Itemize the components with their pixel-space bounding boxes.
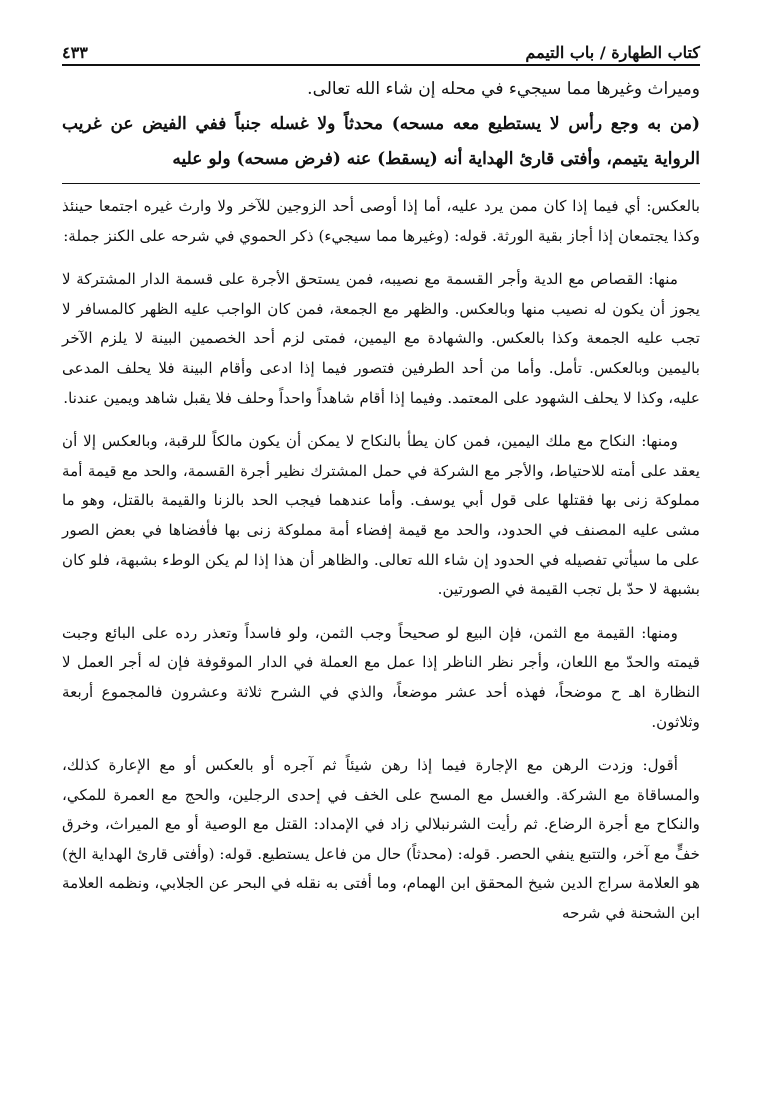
page bbox=[62, 34, 700, 1074]
commentary-paragraph: ومنها: القيمة مع الثمن، فإن البيع لو صحيحاً وجب الثمن، ولو فاسداً وتعذر رده على البائع وجبت قيمته والحدّ مع اللعان، وأجر نظر الناظر إذا عمل مع العملة في الدار الموقوفة فإن له أجر العمل لا النظارة اهـ ح موضحاً، فهذه أحد عشر موضعاً، والذي في الشرح ثلاثة وعشرون فالمجموع أربعة وثلاثون. bbox=[62, 623, 700, 731]
commentary bbox=[62, 192, 700, 929]
commentary-paragraph: أقول: وزدت الرهن مع الإجارة فيما إذا رهن شيئاً ثم آجره أو بالعكس أو مع الإعارة كذلك، والمساقاة مع الشركة. والغسل مع المسح على الخف في إحدى الرجلين، والحج مع العمرة للمكي، والنكاح مع أجرة الرضاع. ثم رأيت الشرنبلالي زاد في الإمداد: القتل مع الوصية أو مع الميراث، وخرق خفٍّ مع آخر، والتتبع ينفي الحصر. قوله: (محدثاً) حال من فاعل يستطيع. قوله: (وأفتى قارئ الهداية الخ) هو العلامة سراج الدين شيخ المحقق ابن الهمام، وما أفتى به نقله في البحر عن الجلابي، ونظمه العلامة ابن الشحنة في شرحه bbox=[62, 756, 700, 923]
separator-rule bbox=[62, 183, 700, 184]
header-title: كتاب الطهارة / باب التيمم bbox=[525, 43, 700, 62]
running-header bbox=[62, 34, 700, 62]
page-number: ٤٣٣ bbox=[62, 43, 88, 62]
commentary-paragraph: بالعكس: أي فيما إذا كان ممن يرد عليه، أما إذا أوصى أحد الزوجين للآخر ولا وارث غيره اجتمعا حينئذ وكذا يجتمعان إذا أجاز بقية الورثة. قوله: (وغيرها مما سيجيء) ذكر الحموي في شرحه على الكنز جملة: bbox=[62, 197, 700, 245]
main-text bbox=[62, 72, 700, 177]
matn-paragraph bbox=[62, 107, 700, 177]
matn-part: ولو عليه bbox=[172, 149, 237, 169]
header-rule bbox=[62, 64, 700, 66]
matn-part: (من به وجع رأس لا يستطيع معه مسحه) محدثاً ولا غسله جنباً ففي الفيض عن غريب الرواية يتيمم، وأفتى قارئ الهداية أنه bbox=[62, 114, 700, 169]
commentary-paragraph: ومنها: النكاح مع ملك اليمين، فمن كان يطأ بالنكاح لا يمكن أن يكون مالكاً للرقبة، وبالعكس إلا أن يعقد على أمته للاحتياط، والأجر مع الشركة في حمل المشترك نظير أجرة القسمة، والحد مع قيمة أمة مملوكة زنى بها فقتلها على قول أبي يوسف. وأما عندهما فيجب الحد بالزنا والقيمة بالقتل، وهو ما مشى عليه المصنف في الحدود، والحد مع قيمة إفضاء أمة مملوكة زنى بها فأفضاها في بعض الصور على ما سيأتي تفصيله في الحدود إن شاء الله تعالى. والظاهر أن هذا إذا لم يكن الوطء بشبهة، فلو كان بشبهة لا حدّ بل تجب القيمة في الصورتين. bbox=[62, 432, 700, 599]
matn-part: (يسقط) عنه (فرض مسحه) bbox=[236, 149, 438, 169]
commentary-paragraph: منها: القصاص مع الدية وأجر القسمة مع نصيبه، فمن يستحق الأجرة على قسمة الدار المشتركة لا يجوز أن يكون له نصيب منها وبالعكس. والظهر مع الجمعة، فمن كان الواجب عليه الظهر كالمسافر لا تجب عليه الجمعة وكذا بالعكس. والشهادة مع اليمين، فمتى لزم أحد الخصمين البينة لا يلزم الآخر باليمين وبالعكس. تأمل. وأما من أحد الطرفين فتصور فيما إذا ادعى وأقام البينة فلا يحلف المدعى عليه، وكذا لا يحلف الشهود على المعتمد. وفيما إذا أقام شاهداً واحداً وحلف فلا يقبل شاهد ويمين عندنا. bbox=[62, 270, 700, 407]
main-text-line: وميراث وغيرها مما سيجيء في محله إن شاء الله تعالى. bbox=[307, 79, 700, 99]
